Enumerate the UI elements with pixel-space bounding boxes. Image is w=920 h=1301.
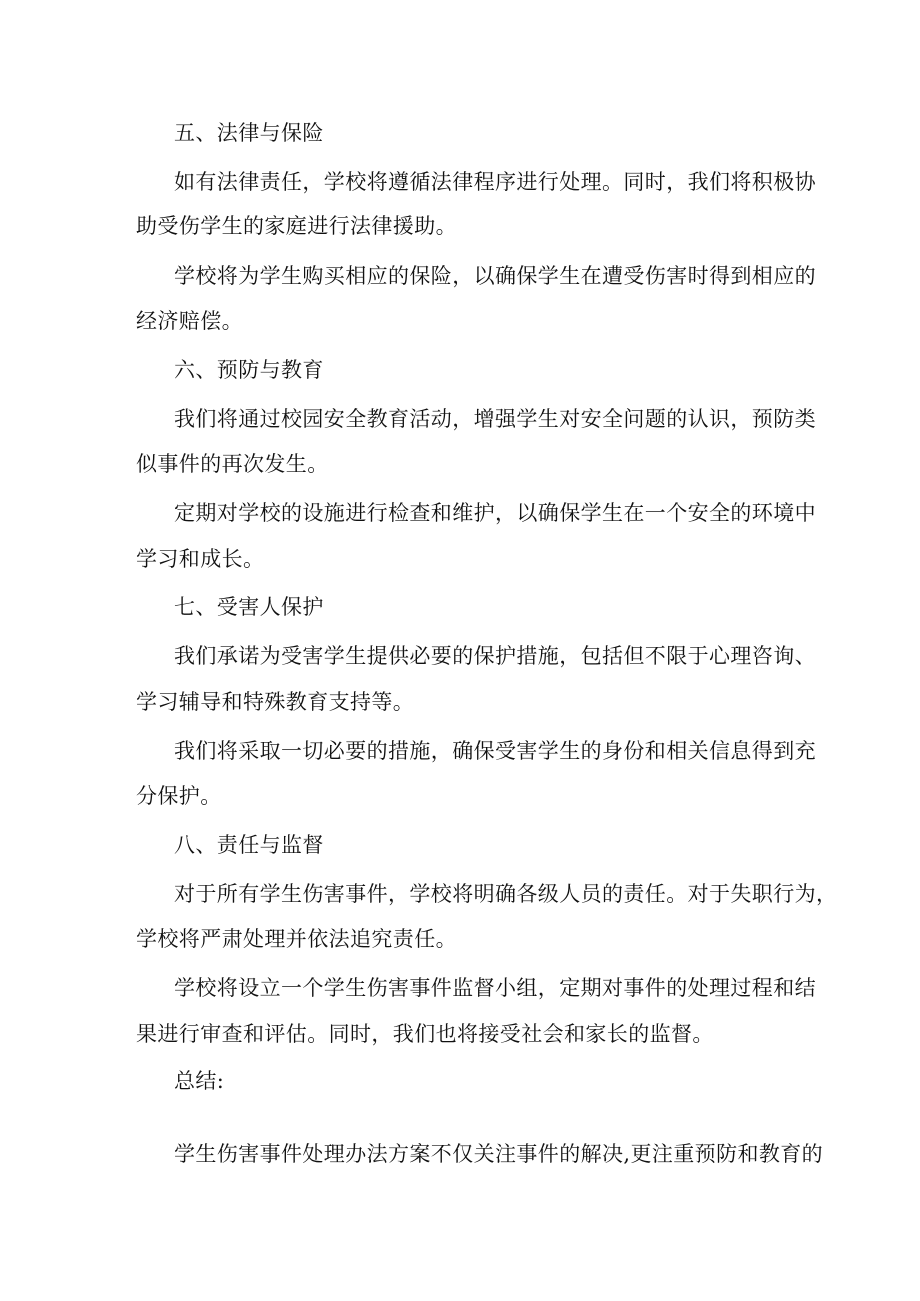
paragraph-line: 我们将采取一切必要的措施，确保受害学生的身份和相关信息得到充 [174, 739, 816, 763]
summary-heading: 总结: [174, 1069, 225, 1093]
paragraph-line: 果进行审查和评估。同时，我们也将接受社会和家长的监督。 [136, 1022, 714, 1046]
paragraph-line: 学习辅导和特殊教育支持等。 [136, 690, 415, 714]
section-heading-victim-protection: 七、受害人保护 [174, 595, 324, 619]
paragraph-line: 我们承诺为受害学生提供必要的保护措施，包括但不限于心理咨询、 [174, 644, 816, 668]
section-heading-responsibility-supervision: 八、责任与监督 [174, 833, 324, 857]
paragraph-line: 分保护。 [136, 784, 222, 808]
paragraph-line: 学校将为学生购买相应的保险，以确保学生在遭受伤害时得到相应的 [174, 264, 816, 288]
section-heading-prevention-education: 六、预防与教育 [174, 358, 324, 382]
paragraph-line: 学校将设立一个学生伤害事件监督小组，定期对事件的处理过程和结 [174, 976, 816, 1000]
paragraph-line: 学校将严肃处理并依法追究责任。 [136, 927, 457, 951]
paragraph-line: 定期对学校的设施进行检查和维护，以确保学生在一个安全的环境中 [174, 501, 816, 525]
paragraph-line: 学习和成长。 [136, 547, 265, 571]
paragraph-line: 我们将通过校园安全教育活动，增强学生对安全问题的认识，预防类 [174, 407, 816, 431]
section-heading-legal-insurance: 五、法律与保险 [174, 121, 324, 145]
paragraph-line: 学生伤害事件处理办法方案不仅关注事件的解决,更注重预防和教育的 [174, 1142, 824, 1166]
paragraph-line: 经济赔偿。 [136, 309, 243, 333]
paragraph-line: 似事件的再次发生。 [136, 452, 329, 476]
paragraph-line: 如有法律责任，学校将遵循法律程序进行处理。同时，我们将积极协 [174, 170, 816, 194]
paragraph-line: 助受伤学生的家庭进行法律援助。 [136, 214, 457, 238]
paragraph-line: 对于所有学生伤害事件，学校将明确各级人员的责任。对于失职行为， [174, 882, 838, 906]
